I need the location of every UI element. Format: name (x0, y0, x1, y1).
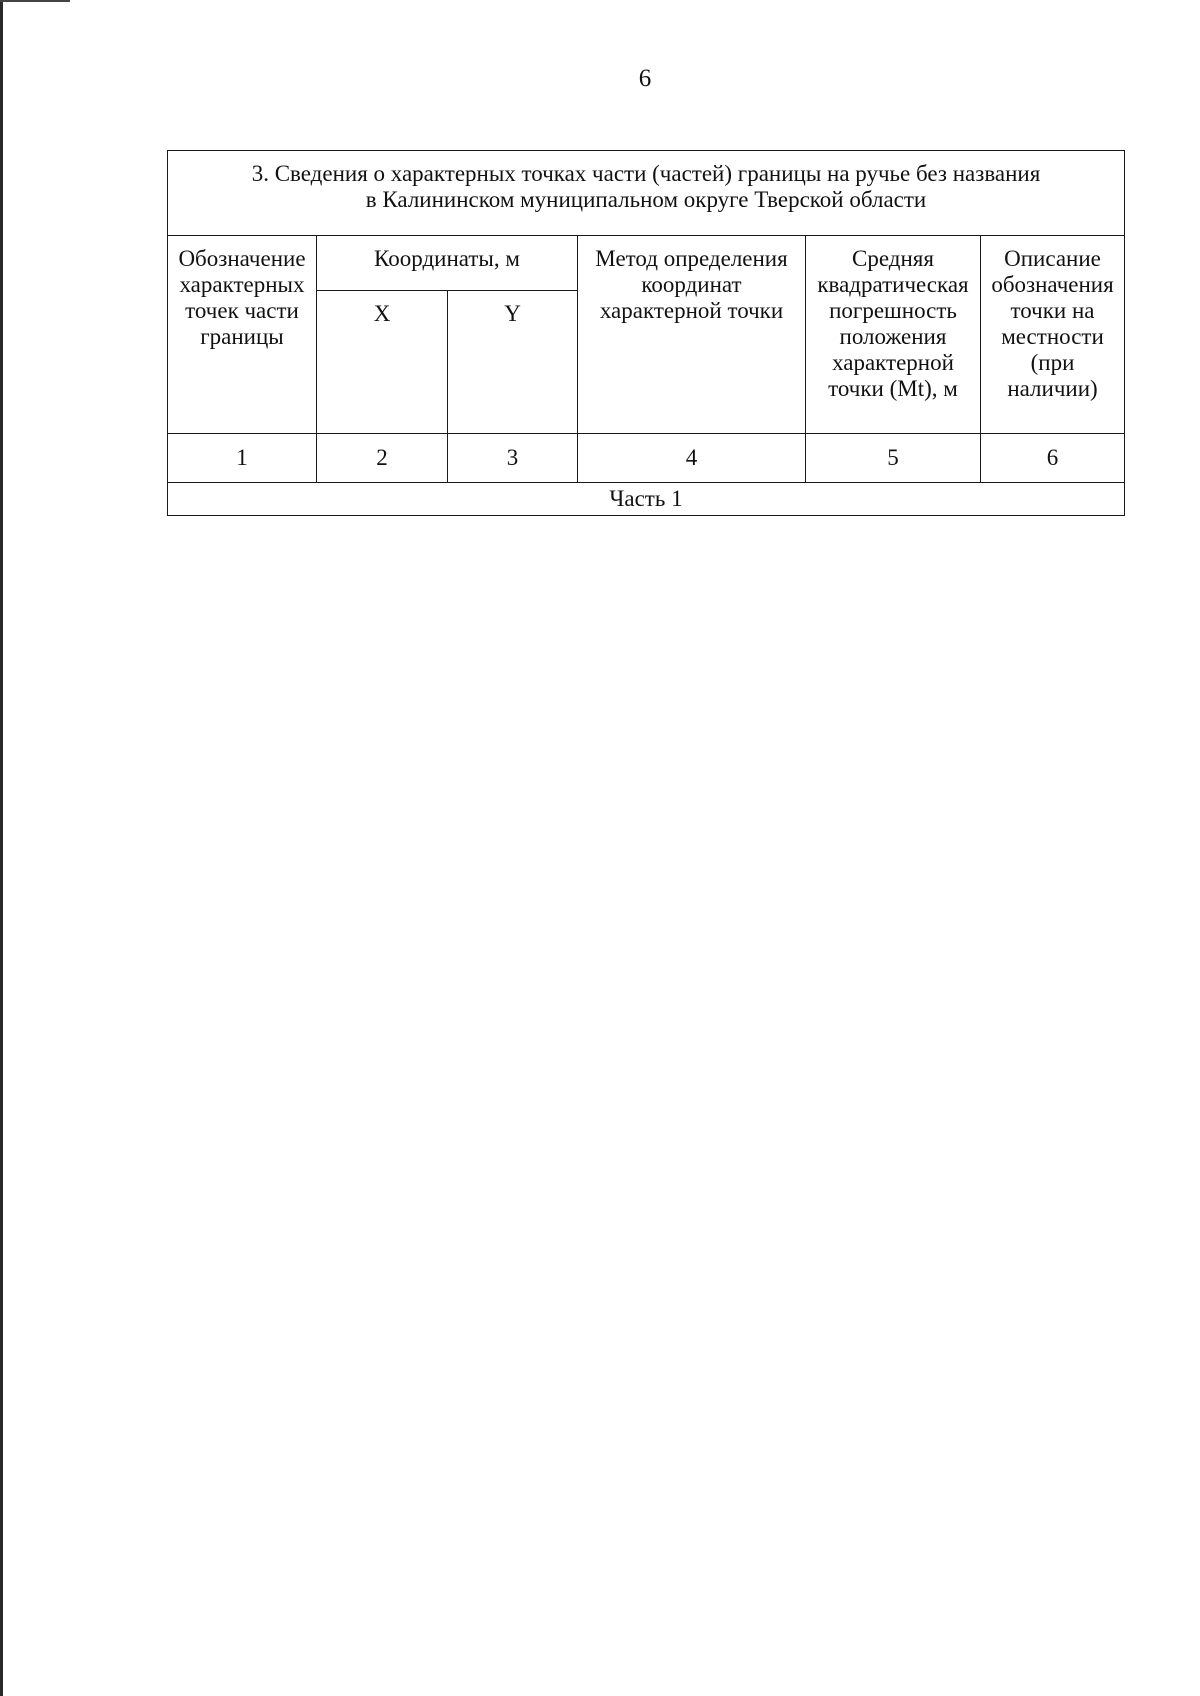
header-y: Y (448, 291, 578, 434)
header-method: Метод определения координат характерной точки (578, 236, 806, 434)
column-number-5: 5 (806, 434, 981, 483)
header-coordinates: Координаты, м (317, 236, 578, 291)
header-x: X (317, 291, 448, 434)
column-number-2: 2 (317, 434, 448, 483)
boundary-points-table (167, 150, 1125, 516)
column-number-4: 4 (578, 434, 806, 483)
header-point-designation: Обозначение характерных точек части границы (168, 236, 317, 434)
header-error: Средняя квадратическая погрешность положения характерной точки (Mt), м (806, 236, 981, 434)
page-number: 6 (638, 65, 652, 92)
header-description: Описание обозначения точки на местности (при наличии) (981, 236, 1125, 434)
scan-left-edge (0, 0, 3, 1696)
column-number-6: 6 (981, 434, 1125, 483)
table-title-line-1: 3. Сведения о характерных точках части (частей) границы на ручье без названия (251, 161, 1041, 186)
part-row (168, 483, 1125, 516)
header-row-main (168, 236, 1125, 291)
table-title-line-2: в Калининском муниципальном округе Тверской области (365, 187, 927, 212)
table-title-row (168, 151, 1125, 236)
column-number-row (168, 434, 1125, 483)
scan-top-mark (0, 0, 70, 2)
column-number-1: 1 (168, 434, 317, 483)
table-title (168, 151, 1125, 236)
part-label: Часть 1 (168, 483, 1125, 516)
column-number-3: 3 (448, 434, 578, 483)
